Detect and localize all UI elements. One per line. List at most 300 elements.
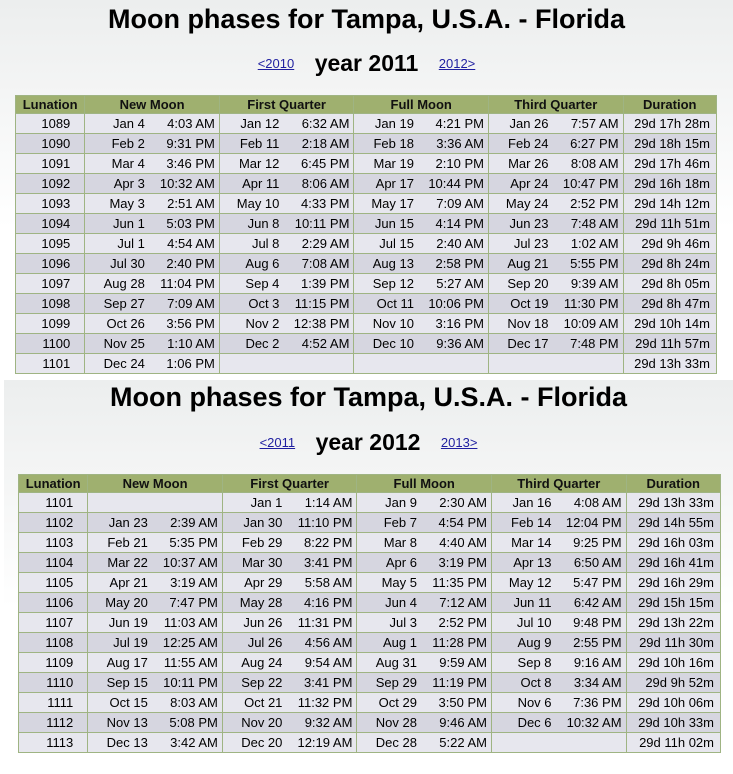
first-quarter-cell: [220, 274, 354, 293]
lunation-number: 1097: [16, 274, 84, 293]
third-quarter-time: 10:47 PM: [562, 176, 619, 191]
new-moon-cell: [88, 573, 222, 592]
first-quarter-time: 4:33 PM: [300, 196, 350, 211]
first-quarter-date: Oct 3: [248, 296, 280, 311]
first-quarter-time: 5:58 AM: [304, 575, 353, 590]
duration-value: 29d 8h 47m: [624, 294, 716, 313]
duration-value: 29d 16h 18m: [624, 174, 716, 193]
third-quarter-cell: [489, 334, 623, 353]
third-quarter-date: Dec 17: [507, 336, 549, 351]
duration-value: 29d 9h 52m: [627, 673, 720, 692]
full-moon-time: 2:58 PM: [435, 256, 484, 271]
third-quarter-cell: [492, 693, 626, 712]
full-moon-time: 3:50 PM: [438, 695, 487, 710]
new-moon-cell: [85, 314, 219, 333]
third-quarter-cell: [489, 294, 623, 313]
table-row: [19, 693, 720, 712]
first-quarter-time: 8:22 PM: [303, 535, 353, 550]
lunation-number: 1104: [19, 553, 87, 572]
third-quarter-cell: [492, 733, 626, 752]
third-quarter-time: 9:25 PM: [573, 535, 622, 550]
third-quarter-time: 7:48 PM: [570, 336, 619, 351]
duration-value: 29d 10h 33m: [627, 713, 720, 732]
full-moon-date: Feb 18: [373, 136, 414, 151]
new-moon-date: Apr 3: [113, 176, 145, 191]
full-moon-time: 11:28 PM: [432, 635, 487, 650]
new-moon-date: Aug 17: [106, 655, 148, 670]
first-quarter-date: Nov 2: [245, 316, 280, 331]
duration-value: 29d 11h 02m: [627, 733, 720, 752]
new-moon-cell: [88, 693, 222, 712]
header-first-quarter: First Quarter: [220, 96, 354, 113]
first-quarter-date: Oct 21: [244, 695, 283, 710]
table-row: [19, 713, 720, 732]
third-quarter-cell: [489, 194, 623, 213]
first-quarter-time: 6:45 PM: [300, 156, 350, 171]
full-moon-date: Dec 28: [375, 735, 417, 750]
third-quarter-date: Apr 24: [510, 176, 549, 191]
new-moon-time: 3:19 AM: [170, 575, 218, 590]
third-quarter-date: Aug 21: [507, 256, 549, 271]
new-moon-cell: [88, 533, 222, 552]
third-quarter-date: Nov 6: [517, 695, 552, 710]
new-moon-time: 11:55 AM: [163, 655, 218, 670]
first-quarter-time: 9:54 AM: [304, 655, 353, 670]
first-quarter-time: 2:29 AM: [301, 236, 350, 251]
third-quarter-cell: [492, 573, 626, 592]
first-quarter-date: Dec 2: [245, 336, 280, 351]
new-moon-cell: [88, 633, 222, 652]
duration-value: 29d 9h 46m: [624, 234, 716, 253]
first-quarter-date: Jan 1: [250, 495, 283, 510]
new-moon-date: Jan 23: [108, 515, 148, 530]
duration-value: 29d 16h 41m: [627, 553, 720, 572]
first-quarter-time: 4:52 AM: [301, 336, 350, 351]
full-moon-cell: [357, 613, 491, 632]
lunation-number: 1106: [19, 593, 87, 612]
full-moon-date: Aug 1: [382, 635, 417, 650]
third-quarter-date: Oct 8: [520, 675, 552, 690]
third-quarter-cell: [489, 254, 623, 273]
third-quarter-cell: [492, 553, 626, 572]
table-row: [16, 354, 716, 373]
lunation-number: 1107: [19, 613, 87, 632]
third-quarter-time: 10:09 AM: [563, 316, 619, 331]
first-quarter-time: 4:16 PM: [303, 595, 353, 610]
full-moon-date: Oct 11: [376, 296, 414, 311]
full-moon-date: Apr 17: [375, 176, 414, 191]
first-quarter-time: 1:39 PM: [300, 276, 350, 291]
third-quarter-date: Mar 26: [508, 156, 549, 171]
first-quarter-date: Aug 6: [245, 256, 280, 271]
first-quarter-date: Jan 30: [243, 515, 283, 530]
new-moon-time: 10:11 PM: [163, 675, 218, 690]
full-moon-cell: [354, 214, 488, 233]
first-quarter-cell: [223, 533, 357, 552]
new-moon-time: 5:35 PM: [169, 535, 218, 550]
full-moon-cell: [357, 553, 491, 572]
third-quarter-time: 6:50 AM: [573, 555, 622, 570]
new-moon-date: Oct 15: [109, 695, 148, 710]
third-quarter-date: May 24: [505, 196, 549, 211]
duration-value: 29d 13h 33m: [624, 354, 716, 373]
third-quarter-time: 5:47 PM: [573, 575, 622, 590]
first-quarter-cell: [223, 593, 357, 612]
header-lunation: Lunation: [19, 475, 87, 492]
first-quarter-time: 6:32 AM: [301, 116, 350, 131]
duration-value: 29d 14h 55m: [627, 513, 720, 532]
third-quarter-date: Jan 16: [512, 495, 552, 510]
third-quarter-date: Oct 19: [510, 296, 549, 311]
full-moon-cell: [354, 334, 488, 353]
first-quarter-date: Jul 26: [247, 635, 283, 650]
lunation-number: 1090: [16, 134, 84, 153]
lunation-number: 1093: [16, 194, 84, 213]
full-moon-date: Mar 8: [383, 535, 417, 550]
first-quarter-cell: [220, 214, 354, 233]
header-new-moon: New Moon: [88, 475, 222, 492]
first-quarter-date: May 10: [236, 196, 280, 211]
moon-phase-table: [18, 474, 721, 753]
third-quarter-date: Jun 11: [513, 595, 552, 610]
first-quarter-time: 11:31 PM: [297, 615, 353, 630]
new-moon-time: 8:03 AM: [170, 695, 218, 710]
new-moon-time: 4:54 AM: [167, 236, 215, 251]
new-moon-cell: [88, 593, 222, 612]
new-moon-time: 3:42 AM: [170, 735, 218, 750]
table-row: [19, 493, 720, 512]
lunation-number: 1095: [16, 234, 84, 253]
new-moon-time: 7:09 AM: [167, 296, 215, 311]
duration-value: 29d 10h 16m: [627, 653, 720, 672]
new-moon-time: 1:10 AM: [167, 336, 215, 351]
third-quarter-date: Mar 14: [511, 535, 552, 550]
lunation-number: 1096: [16, 254, 84, 273]
new-moon-date: Jul 19: [113, 635, 148, 650]
first-quarter-date: Apr 11: [242, 176, 280, 191]
first-quarter-time: 12:38 PM: [293, 316, 350, 331]
new-moon-time: 7:47 PM: [169, 595, 218, 610]
new-moon-time: 2:40 PM: [166, 256, 215, 271]
third-quarter-cell: [492, 593, 626, 612]
first-quarter-cell: [220, 354, 354, 373]
third-quarter-date: Jan 26: [509, 116, 549, 131]
first-quarter-date: Aug 24: [241, 655, 283, 670]
full-moon-date: Sep 29: [375, 675, 417, 690]
full-moon-cell: [354, 114, 488, 133]
lunation-number: 1101: [16, 354, 84, 373]
full-moon-cell: [354, 234, 488, 253]
full-moon-date: Aug 31: [375, 655, 417, 670]
third-quarter-cell: [492, 633, 626, 652]
header-full-moon: Full Moon: [357, 475, 491, 492]
third-quarter-cell: [492, 613, 626, 632]
third-quarter-time: 5:55 PM: [570, 256, 619, 271]
header-duration: Duration: [624, 96, 716, 113]
third-quarter-cell: [489, 134, 623, 153]
first-quarter-cell: [220, 174, 354, 193]
third-quarter-time: 3:34 AM: [573, 675, 622, 690]
new-moon-time: 10:32 AM: [159, 176, 215, 191]
full-moon-date: Oct 29: [378, 695, 417, 710]
first-quarter-cell: [223, 693, 357, 712]
full-moon-cell: [357, 693, 491, 712]
lunation-number: 1112: [19, 713, 87, 732]
third-quarter-cell: [489, 314, 623, 333]
first-quarter-cell: [220, 294, 354, 313]
table-row: [19, 573, 720, 592]
new-moon-date: Jun 1: [113, 216, 145, 231]
new-moon-date: May 3: [109, 196, 145, 211]
full-moon-time: 3:19 PM: [438, 555, 487, 570]
table-row: [19, 593, 720, 612]
third-quarter-date: Aug 9: [517, 635, 552, 650]
new-moon-cell: [85, 114, 219, 133]
new-moon-date: Aug 28: [103, 276, 145, 291]
year-section-2011: [0, 0, 733, 380]
new-moon-cell: [88, 653, 222, 672]
new-moon-date: May 20: [105, 595, 148, 610]
third-quarter-date: Jul 23: [513, 236, 549, 251]
full-moon-cell: [354, 154, 488, 173]
lunation-number: 1099: [16, 314, 84, 333]
new-moon-date: Jan 4: [113, 116, 145, 131]
third-quarter-cell: [489, 234, 623, 253]
full-moon-time: 2:30 AM: [439, 495, 487, 510]
duration-value: 29d 16h 03m: [627, 533, 720, 552]
table-row: [16, 114, 716, 133]
first-quarter-time: 11:32 PM: [297, 695, 353, 710]
full-moon-cell: [354, 274, 488, 293]
full-moon-cell: [354, 174, 488, 193]
duration-value: 29d 13h 33m: [627, 493, 720, 512]
table-row: [19, 633, 720, 652]
new-moon-time: 5:03 PM: [166, 216, 215, 231]
first-quarter-time: 4:56 AM: [304, 635, 353, 650]
third-quarter-time: 9:48 PM: [573, 615, 622, 630]
first-quarter-cell: [223, 573, 357, 592]
lunation-number: 1111: [19, 693, 87, 712]
first-quarter-time: 7:08 AM: [301, 256, 350, 271]
full-moon-time: 4:14 PM: [435, 216, 484, 231]
full-moon-time: 4:21 PM: [435, 116, 484, 131]
full-moon-cell: [357, 653, 491, 672]
full-moon-time: 11:19 PM: [432, 675, 487, 690]
table-row: [19, 673, 720, 692]
new-moon-time: 2:39 AM: [170, 515, 218, 530]
full-moon-date: Apr 6: [385, 555, 417, 570]
new-moon-cell: [85, 134, 219, 153]
table-row: [19, 613, 720, 632]
new-moon-cell: [85, 354, 219, 373]
header-first-quarter: First Quarter: [223, 475, 357, 492]
first-quarter-date: May 28: [239, 595, 283, 610]
third-quarter-date: Sep 20: [507, 276, 549, 291]
first-quarter-date: Jan 12: [240, 116, 280, 131]
full-moon-cell: [354, 134, 488, 153]
first-quarter-date: Feb 11: [239, 136, 280, 151]
duration-value: 29d 8h 24m: [624, 254, 716, 273]
table-row: [16, 174, 716, 193]
duration-value: 29d 17h 28m: [624, 114, 716, 133]
third-quarter-date: Jun 23: [509, 216, 549, 231]
table-row: [19, 533, 720, 552]
year-navigation: [0, 50, 733, 77]
next-year-link[interactable]: 2013>: [440, 435, 478, 450]
full-moon-cell: [357, 673, 491, 692]
lunation-number: 1110: [19, 673, 87, 692]
first-quarter-time: 1:14 AM: [304, 495, 353, 510]
new-moon-cell: [88, 733, 222, 752]
third-quarter-time: 7:48 AM: [570, 216, 619, 231]
table-row: [19, 653, 720, 672]
table-row: [16, 254, 716, 273]
full-moon-date: Jul 3: [389, 615, 417, 630]
first-quarter-time: 10:11 PM: [294, 216, 350, 231]
new-moon-date: Apr 21: [109, 575, 148, 590]
full-moon-cell: [357, 533, 491, 552]
third-quarter-time: 8:08 AM: [570, 156, 619, 171]
first-quarter-cell: [223, 673, 357, 692]
prev-year-link[interactable]: <2010: [257, 56, 295, 71]
full-moon-date: Jun 15: [374, 216, 414, 231]
full-moon-date: Aug 13: [372, 256, 414, 271]
full-moon-time: 7:09 AM: [436, 196, 484, 211]
new-moon-date: Nov 25: [103, 336, 145, 351]
new-moon-date: Sep 15: [106, 675, 148, 690]
third-quarter-date: Feb 24: [508, 136, 549, 151]
duration-value: 29d 11h 57m: [624, 334, 716, 353]
first-quarter-date: Dec 20: [241, 735, 283, 750]
year-section-2012: [4, 380, 733, 760]
duration-value: 29d 8h 05m: [624, 274, 716, 293]
third-quarter-cell: [492, 713, 626, 732]
third-quarter-time: 6:27 PM: [570, 136, 619, 151]
duration-value: 29d 11h 30m: [627, 633, 720, 652]
full-moon-date: May 17: [371, 196, 414, 211]
lunation-number: 1089: [16, 114, 84, 133]
new-moon-date: Mar 22: [107, 555, 148, 570]
third-quarter-time: 12:04 PM: [565, 515, 622, 530]
new-moon-time: 3:46 PM: [166, 156, 215, 171]
lunation-number: 1101: [19, 493, 87, 512]
first-quarter-time: 11:10 PM: [297, 515, 353, 530]
third-quarter-date: Sep 8: [517, 655, 552, 670]
third-quarter-date: Jul 10: [516, 615, 552, 630]
first-quarter-cell: [223, 653, 357, 672]
third-quarter-cell: [492, 493, 626, 512]
first-quarter-time: 8:06 AM: [301, 176, 350, 191]
third-quarter-cell: [489, 154, 623, 173]
first-quarter-date: Feb 29: [241, 535, 283, 550]
first-quarter-date: Sep 4: [245, 276, 280, 291]
third-quarter-time: 9:39 AM: [570, 276, 619, 291]
duration-value: 29d 16h 29m: [627, 573, 720, 592]
full-moon-cell: [354, 294, 488, 313]
lunation-number: 1091: [16, 154, 84, 173]
lunation-number: 1109: [19, 653, 87, 672]
new-moon-time: 9:31 PM: [166, 136, 215, 151]
full-moon-time: 2:10 PM: [435, 156, 484, 171]
duration-value: 29d 14h 12m: [624, 194, 716, 213]
year-navigation: [4, 429, 733, 456]
full-moon-time: 9:59 AM: [439, 655, 487, 670]
header-duration: Duration: [627, 475, 720, 492]
duration-value: 29d 10h 06m: [627, 693, 720, 712]
year-heading: year 2011: [314, 50, 419, 76]
first-quarter-cell: [220, 254, 354, 273]
first-quarter-date: Mar 30: [241, 555, 283, 570]
new-moon-cell: [85, 294, 219, 313]
full-moon-date: Jul 15: [379, 236, 414, 251]
table-row: [16, 334, 716, 353]
lunation-number: 1102: [19, 513, 87, 532]
first-quarter-time: 12:19 AM: [297, 735, 353, 750]
third-quarter-date: Apr 13: [513, 555, 552, 570]
first-quarter-date: Jun 8: [247, 216, 280, 231]
prev-year-link[interactable]: <2011: [259, 435, 296, 450]
duration-value: 29d 11h 51m: [624, 214, 716, 233]
first-quarter-date: Jun 26: [243, 615, 283, 630]
header-third-quarter: Third Quarter: [489, 96, 623, 113]
first-quarter-date: Mar 12: [238, 156, 280, 171]
lunation-number: 1094: [16, 214, 84, 233]
moon-phase-table: [15, 95, 717, 374]
table-row: [16, 314, 716, 333]
first-quarter-cell: [223, 513, 357, 532]
next-year-link[interactable]: 2012>: [438, 56, 476, 71]
first-quarter-cell: [223, 553, 357, 572]
third-quarter-cell: [492, 653, 626, 672]
full-moon-cell: [357, 593, 491, 612]
third-quarter-cell: [489, 354, 623, 373]
full-moon-time: 2:40 AM: [436, 236, 484, 251]
year-heading: year 2012: [315, 429, 421, 455]
new-moon-time: 2:51 AM: [167, 196, 215, 211]
new-moon-time: 1:06 PM: [166, 356, 215, 371]
header-full-moon: Full Moon: [354, 96, 488, 113]
third-quarter-cell: [492, 513, 626, 532]
new-moon-cell: [85, 254, 219, 273]
new-moon-date: Oct 26: [106, 316, 145, 331]
full-moon-cell: [357, 493, 491, 512]
full-moon-time: 3:36 AM: [436, 136, 484, 151]
third-quarter-time: 9:16 AM: [573, 655, 622, 670]
first-quarter-cell: [223, 733, 357, 752]
new-moon-time: 11:03 AM: [163, 615, 218, 630]
new-moon-time: 10:37 AM: [162, 555, 218, 570]
table-row: [16, 134, 716, 153]
new-moon-cell: [85, 234, 219, 253]
third-quarter-time: 6:42 AM: [573, 595, 622, 610]
first-quarter-date: Nov 20: [241, 715, 283, 730]
first-quarter-cell: [220, 194, 354, 213]
full-moon-time: 10:44 PM: [428, 176, 484, 191]
new-moon-cell: [85, 194, 219, 213]
third-quarter-time: 7:57 AM: [570, 116, 619, 131]
third-quarter-date: Dec 6: [517, 715, 552, 730]
full-moon-date: Nov 10: [372, 316, 414, 331]
first-quarter-time: 11:15 PM: [294, 296, 350, 311]
full-moon-date: Jan 9: [385, 495, 417, 510]
full-moon-date: Jun 4: [385, 595, 417, 610]
third-quarter-date: May 12: [508, 575, 552, 590]
new-moon-date: Dec 13: [106, 735, 148, 750]
first-quarter-cell: [220, 114, 354, 133]
full-moon-time: 11:35 PM: [432, 575, 487, 590]
table-row: [16, 194, 716, 213]
lunation-number: 1113: [19, 733, 87, 752]
